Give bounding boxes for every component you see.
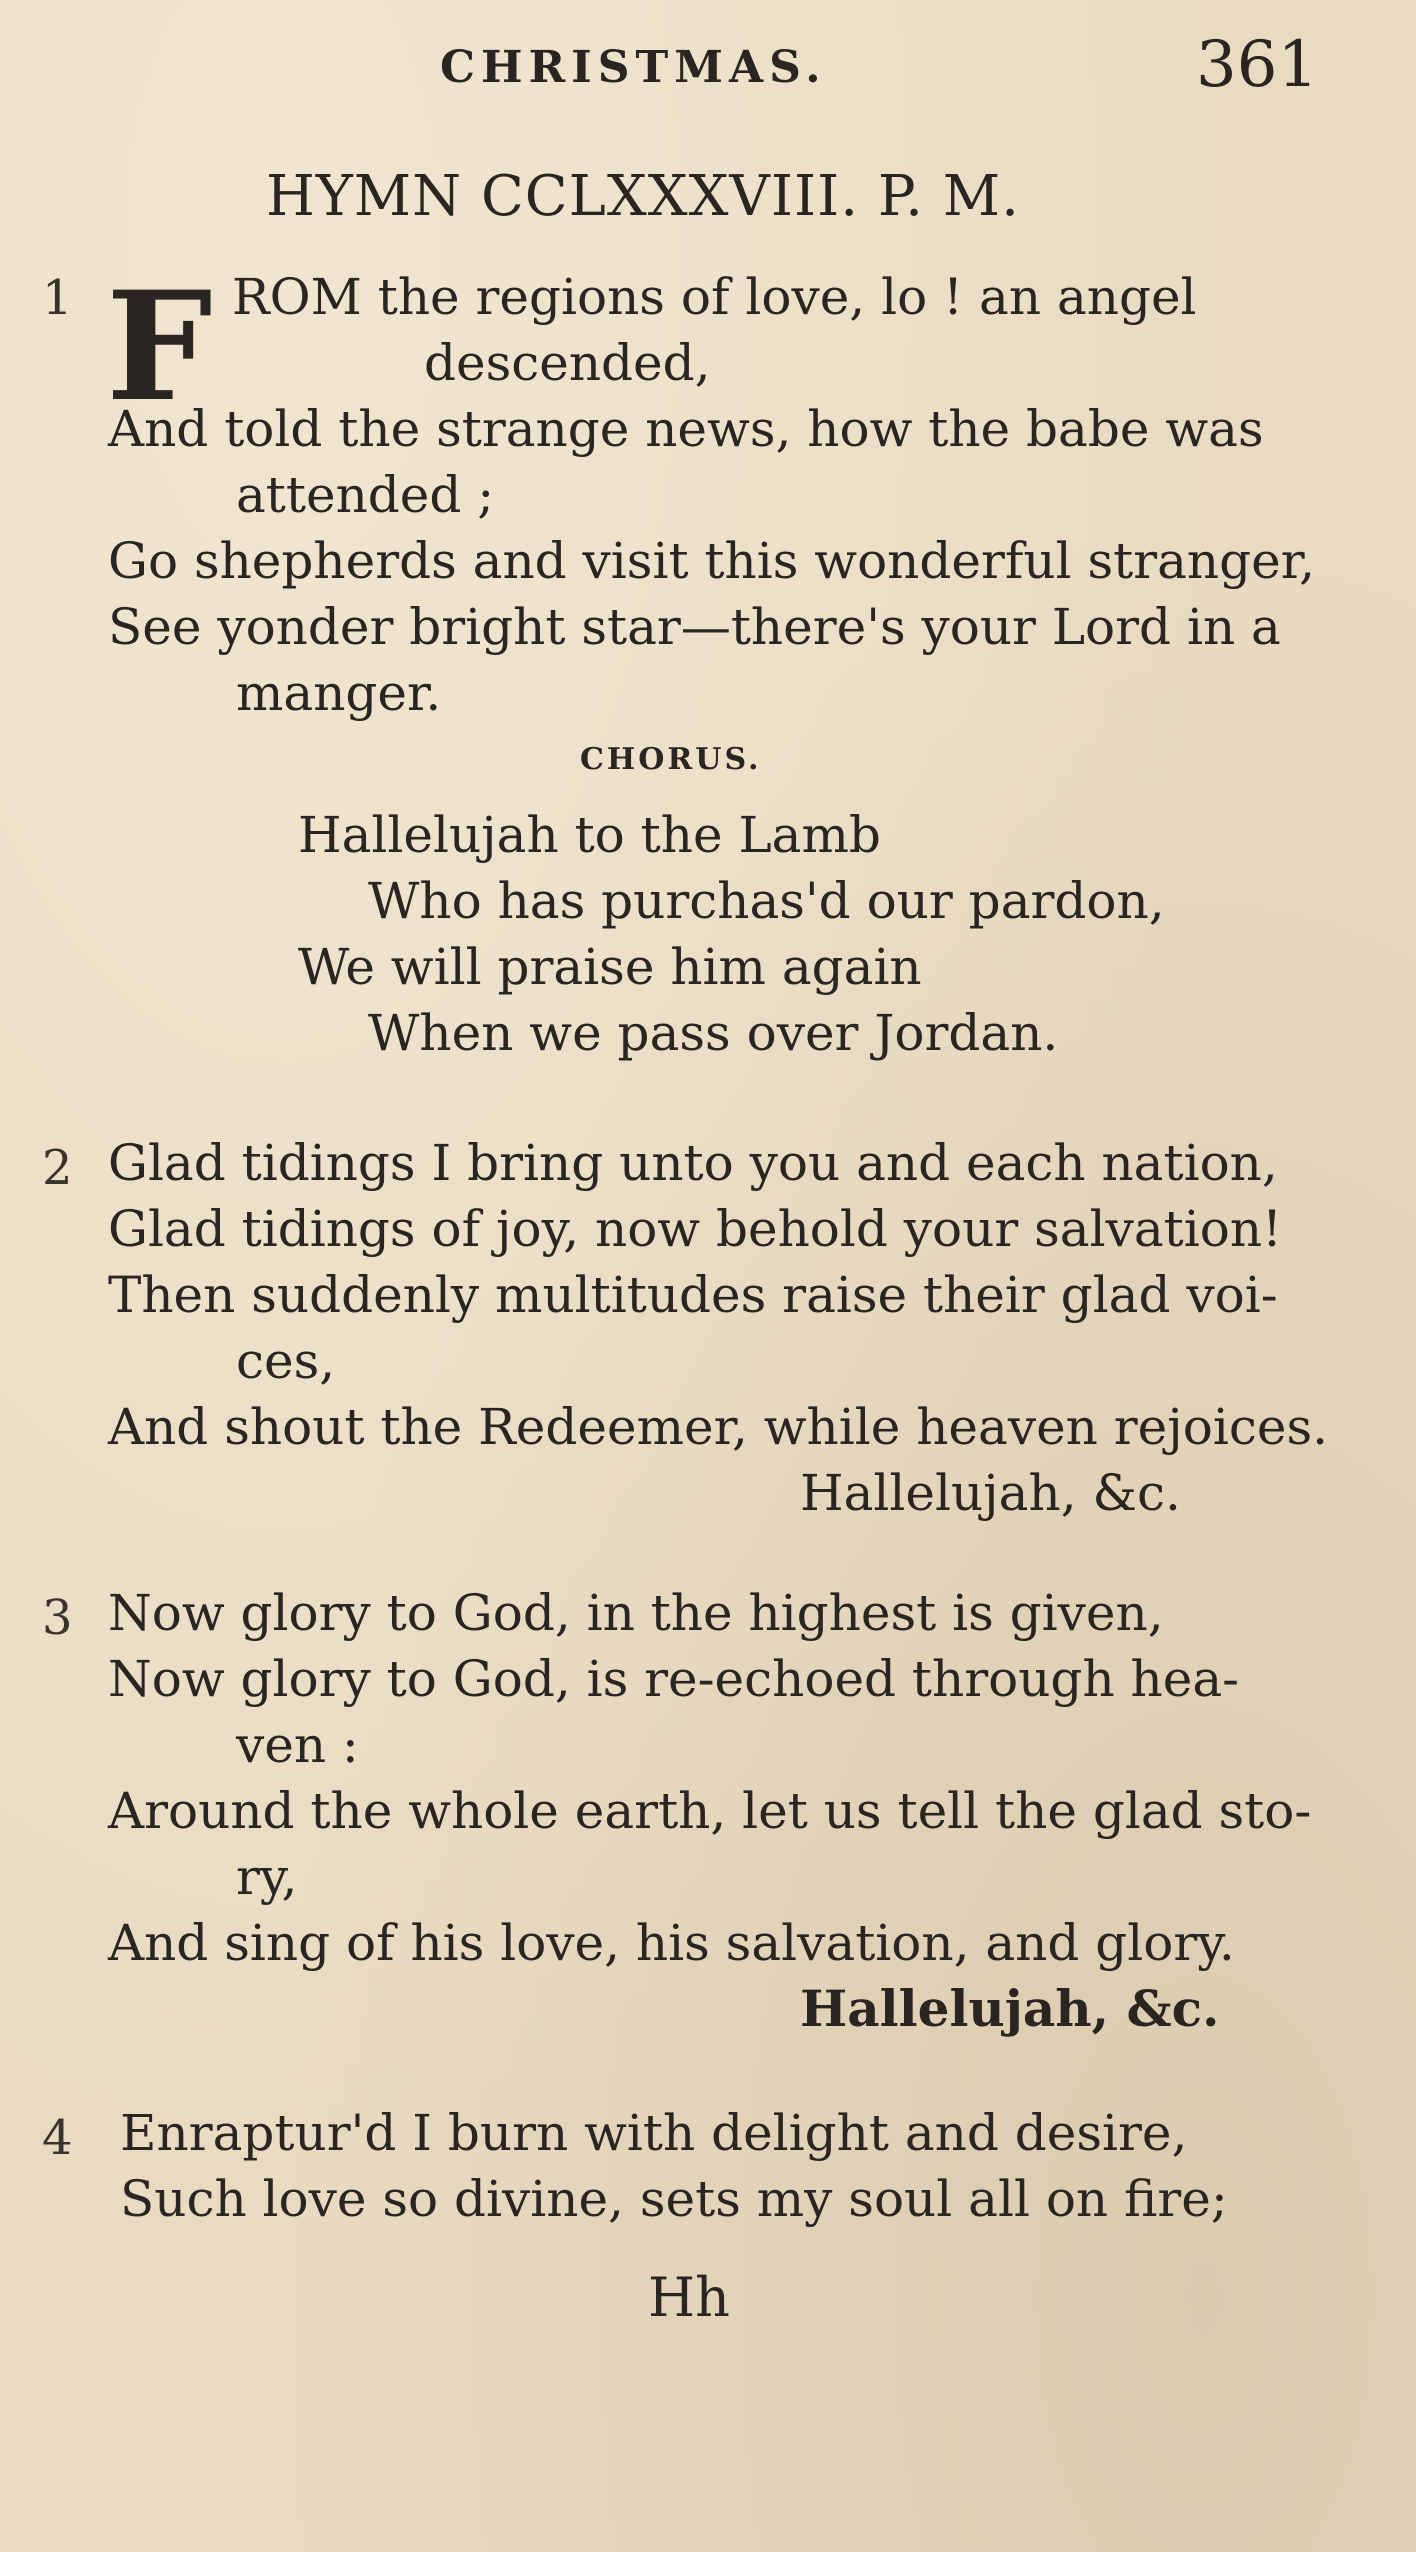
stanza-line-continuation: ces, [236, 1332, 336, 1390]
hymn-title: HYMN CCLXXXVIII. P. M. [266, 164, 1020, 229]
running-head: CHRISTMAS. [440, 42, 827, 93]
stanza-line-continuation: ry, [236, 1848, 298, 1906]
stanza-line: Now glory to God, in the highest is given, [108, 1584, 1164, 1642]
refrain: Hallelujah, &c. [800, 1464, 1181, 1522]
stanza-number: 4 [42, 2110, 73, 2166]
stanza-line: Such love so divine, sets my soul all on fire; [120, 2170, 1228, 2228]
stanza-line-continuation: attended ; [236, 466, 495, 524]
stanza-line: And shout the Redeemer, while heaven rejoices. [108, 1398, 1328, 1456]
stanza-line: Go shepherds and visit this wonderful stranger, [108, 532, 1316, 590]
stanza-line: Glad tidings of joy, now behold your salvation! [108, 1200, 1283, 1258]
stanza-line-continuation: descended, [424, 334, 711, 392]
stanza-number: 1 [42, 270, 73, 326]
drop-cap: F [106, 259, 213, 435]
stanza-number: 2 [42, 1140, 73, 1196]
stanza-line: Glad tidings I bring unto you and each nation, [108, 1134, 1278, 1192]
chorus-line: We will praise him again [298, 938, 922, 996]
stanza-line: ROM the regions of love, lo ! an angel [232, 268, 1197, 326]
page-number: 361 [1196, 28, 1319, 102]
stanza-number: 3 [42, 1590, 73, 1646]
stanza-line: Enraptur'd I burn with delight and desire, [120, 2104, 1188, 2162]
stanza-line: And told the strange news, how the babe was [108, 400, 1264, 458]
stanza-line: Now glory to God, is re-echoed through hea- [108, 1650, 1240, 1708]
chorus-line: Hallelujah to the Lamb [298, 806, 881, 864]
refrain: Hallelujah, &c. [800, 1979, 1220, 2038]
stanza-line-continuation: ven : [236, 1716, 359, 1774]
stanza-line: See yonder bright star—there's your Lord in a [108, 598, 1281, 656]
stanza-line: Around the whole earth, let us tell the glad sto- [108, 1782, 1312, 1840]
chorus-label: CHORUS. [580, 742, 762, 777]
stanza-line-continuation: manger. [236, 664, 442, 722]
chorus-line: Who has purchas'd our pardon, [368, 872, 1165, 930]
chorus-line: When we pass over Jordan. [368, 1004, 1059, 1062]
signature-mark: Hh [648, 2266, 730, 2329]
stanza-line: Then suddenly multitudes raise their glad voi- [108, 1266, 1278, 1324]
stanza-line: And sing of his love, his salvation, and glory. [108, 1914, 1235, 1972]
